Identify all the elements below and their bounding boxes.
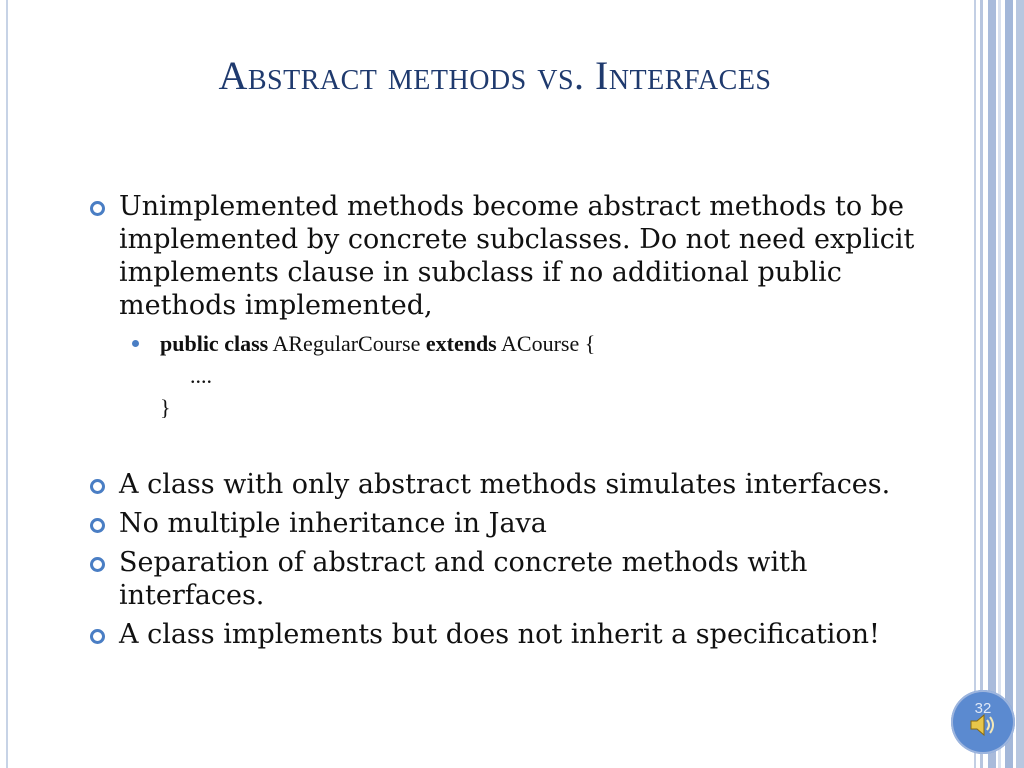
- bullet-icon: [90, 629, 105, 644]
- bullet-text: A class with only abstract methods simulates interfaces.: [119, 469, 891, 500]
- bullet-item: [88, 190, 948, 322]
- audio-button[interactable]: [951, 690, 1015, 754]
- right-decorative-stripes: [974, 0, 1024, 768]
- code-class-name: ARegularCourse: [272, 331, 421, 356]
- bullet-icon: [90, 518, 105, 533]
- slide-content: [88, 190, 948, 651]
- code-close-brace: }: [160, 395, 171, 420]
- bullet-icon: [90, 479, 105, 494]
- bullet-item: [88, 507, 948, 540]
- code-snippet: [160, 328, 948, 424]
- bullet-text: A class implements but does not inherit a specification!: [119, 619, 880, 650]
- left-border-rule: [6, 0, 8, 768]
- bullet-text: Unimplemented methods become abstract methods to be implemented by concrete subclasses. Do not need explicit implements clause in subclass if no additional public methods implemented,: [119, 191, 915, 321]
- code-keyword: extends: [425, 331, 497, 356]
- bullet-item: [88, 546, 948, 612]
- speaker-icon: [969, 712, 997, 738]
- code-keyword: public class: [160, 331, 269, 356]
- code-body: ....: [190, 363, 212, 388]
- bullet-icon: [90, 557, 105, 572]
- bullet-item: [88, 468, 948, 501]
- slide-number: 32: [974, 700, 992, 717]
- bullet-text: Separation of abstract and concrete methods with interfaces.: [119, 547, 808, 611]
- slide-title: Abstract methods vs. Interfaces: [218, 53, 772, 98]
- bullet-item: [88, 618, 948, 651]
- code-class-name: ACourse {: [501, 331, 596, 356]
- bullet-text: No multiple inheritance in Java: [119, 508, 547, 539]
- sub-bullet-icon: [132, 340, 139, 347]
- bullet-icon: [90, 201, 105, 216]
